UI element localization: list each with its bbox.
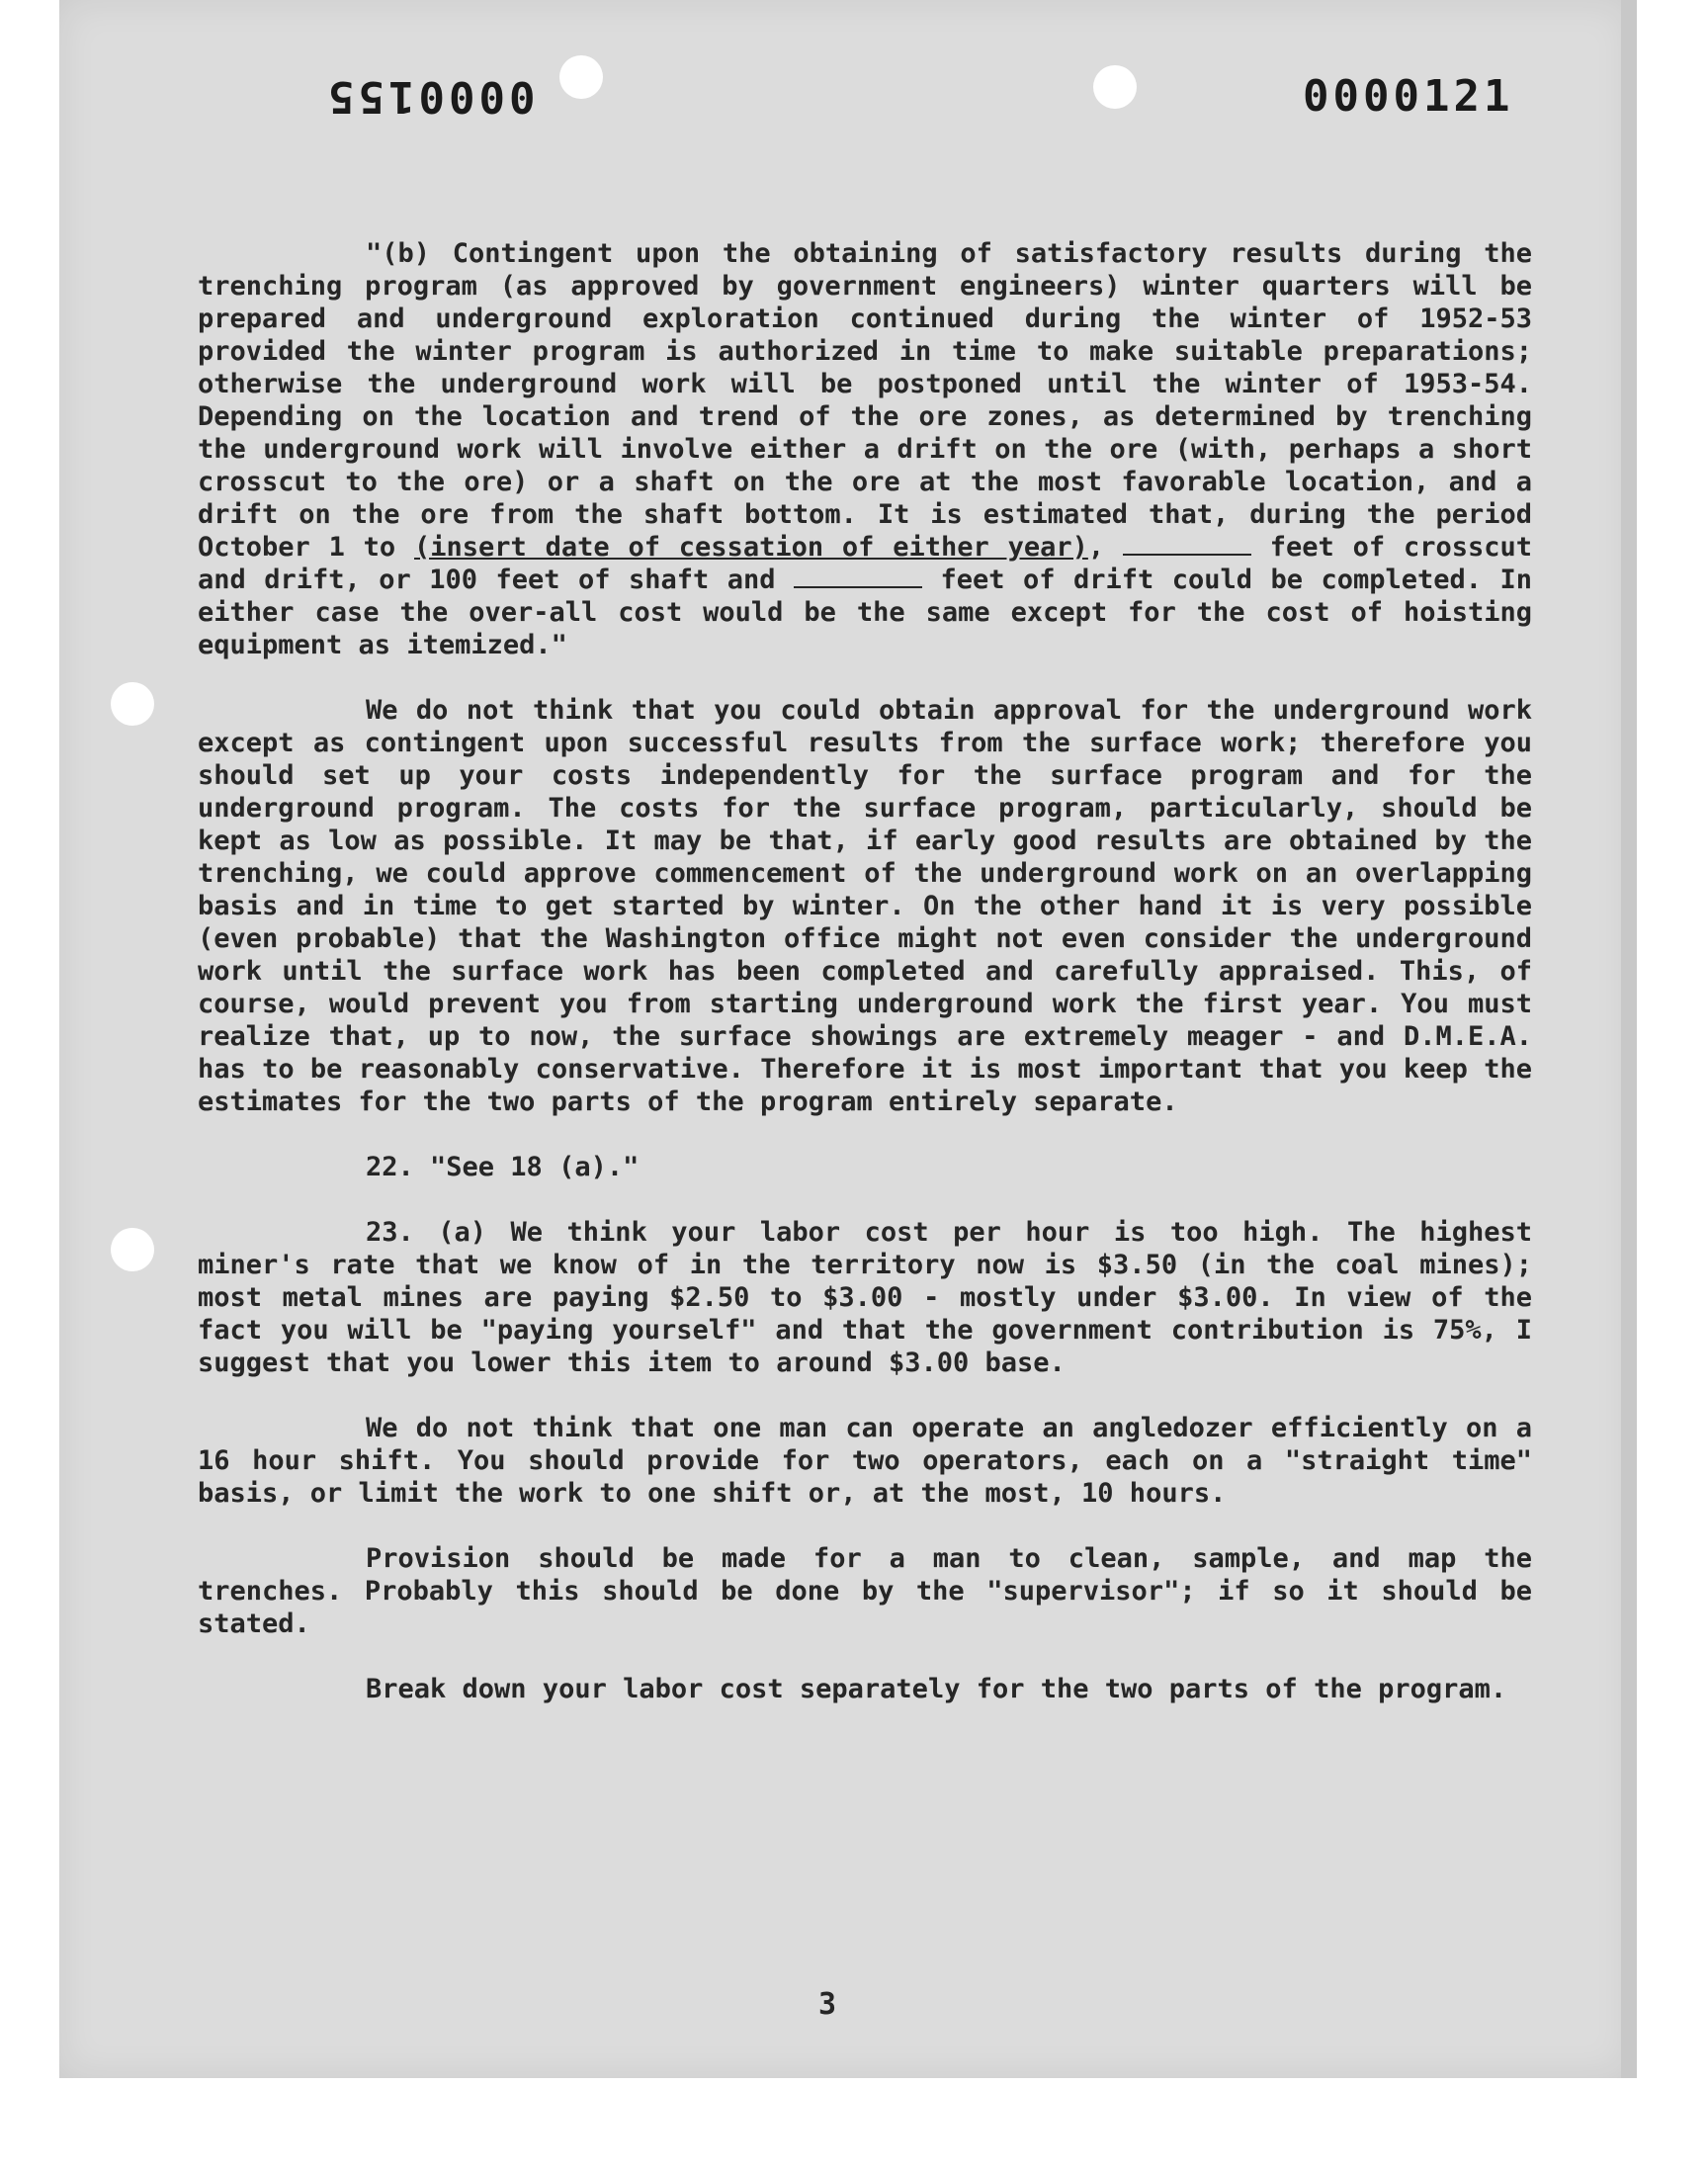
punch-hole-middle [111, 682, 154, 726]
paragraph-break-down: Break down your labor cost separately for the two parts of the program. [366, 1674, 1507, 1704]
paragraph-angledozer: We do not think that one man can operate an angledozer efficiently on a 16 hour shift. You should provide for two operators, each on a "straight time" basis, or limit the work to one shift or, at the most, 10 hours. [198, 1413, 1532, 1509]
blank-line [794, 565, 922, 588]
paragraph-b: "(b) Contingent upon the obtaining of satisfactory results during the trenching program (as approved by government engineers) winter quarters will be prepared and underground exploration continued during the winter of 1952-53 provided the winter program is authorized in time to make suitable preparations; otherwise the underground work will be postponed until the winter of 1953-54. Depending on the location and trend of the ore zones, as determined by trenching the underground work will involve either a drift on the ore (with, perhaps a short crosscut to the ore) or a shaft on the ore at the most favorable location, and a drift on the ore from the shaft bottom. It is estimated that, during the period October 1 to (insert date of cessation of either year), feet of crosscut and drift, or 100 feet of shaft and feet of drift could be completed. In either case the over-all cost would be the same except for the cost of hoisting equipment as itemized." [198, 238, 1532, 660]
page-number: 3 [818, 1987, 837, 2022]
stamp-number-left: 0000155 [324, 71, 536, 122]
date-insert-field: (insert date of cessation of either year) [414, 532, 1088, 563]
paragraph-b-text-1: "(b) Contingent upon the obtaining of satisfactory results during the trenching program (as approved by government engineers) winter quarters will be prepared and underground exploration continued during the winter of 1952-53 provided the winter program is authorized in time to make suitable preparations; otherwise the underground work will be postponed until the winter of 1953-54. Depending on the location and trend of the ore zones, as determined by trenching the underground work will involve either a drift on the ore (with, perhaps a short crosscut to the ore) or a shaft on the ore at the most favorable location, and a drift on the ore from the shaft bottom. It is estimated that, during the period October 1 to [198, 238, 1532, 563]
punch-hole-top-right [1093, 65, 1137, 109]
punch-hole-top-left [559, 55, 603, 99]
paragraph-b-text-2: feet of crosscut and drift, or 100 feet of shaft and [198, 532, 1532, 595]
paragraph-trenches: Provision should be made for a man to clean, sample, and map the trenches. Probably this should be done by the "supervisor"; if so it should be stated. [198, 1543, 1532, 1639]
stamp-number-right: 0000121 [1303, 71, 1514, 122]
paragraph-22: 22. "See 18 (a)." [366, 1152, 640, 1182]
paragraph-b-text-3: feet of drift could be completed. In either case the over-all cost would be the same except for the cost of hoisting equipment as itemized." [198, 565, 1532, 660]
letter-body [198, 237, 1532, 1738]
sheet-edge [1621, 0, 1637, 2078]
punch-hole-lower [111, 1228, 154, 1271]
paragraph-approval: We do not think that you could obtain approval for the underground work except as contingent upon successful results from the surface work; therefore you should set up your costs independently for the surface program and for the underground program. The costs for the surface program, particularly, should be kept as low as possible. It may be that, if early good results are obtained by the trenching, we could approve commencement of the underground work on an overlapping basis and in time to get started by winter. On the other hand it is very possible (even probable) that the Washington office might not even consider the underground work until the surface work has been completed and carefully appraised. This, of course, would prevent you from starting underground work the first year. You must realize that, up to now, the surface showings are extremely meager - and D.M.E.A. has to be reasonably conservative. Therefore it is most important that you keep the estimates for the two parts of the program entirely separate. [198, 695, 1532, 1117]
blank-line [1123, 532, 1251, 556]
paragraph-23: 23. (a) We think your labor cost per hour is too high. The highest miner's rate that we know of in the territory now is $3.50 (in the coal mines); most metal mines are paying $2.50 to $3.00 - mostly under $3.00. In view of the fact you will be "paying yourself" and that the government contribution is 75%, I suggest that you lower this item to around $3.00 base. [198, 1217, 1532, 1378]
